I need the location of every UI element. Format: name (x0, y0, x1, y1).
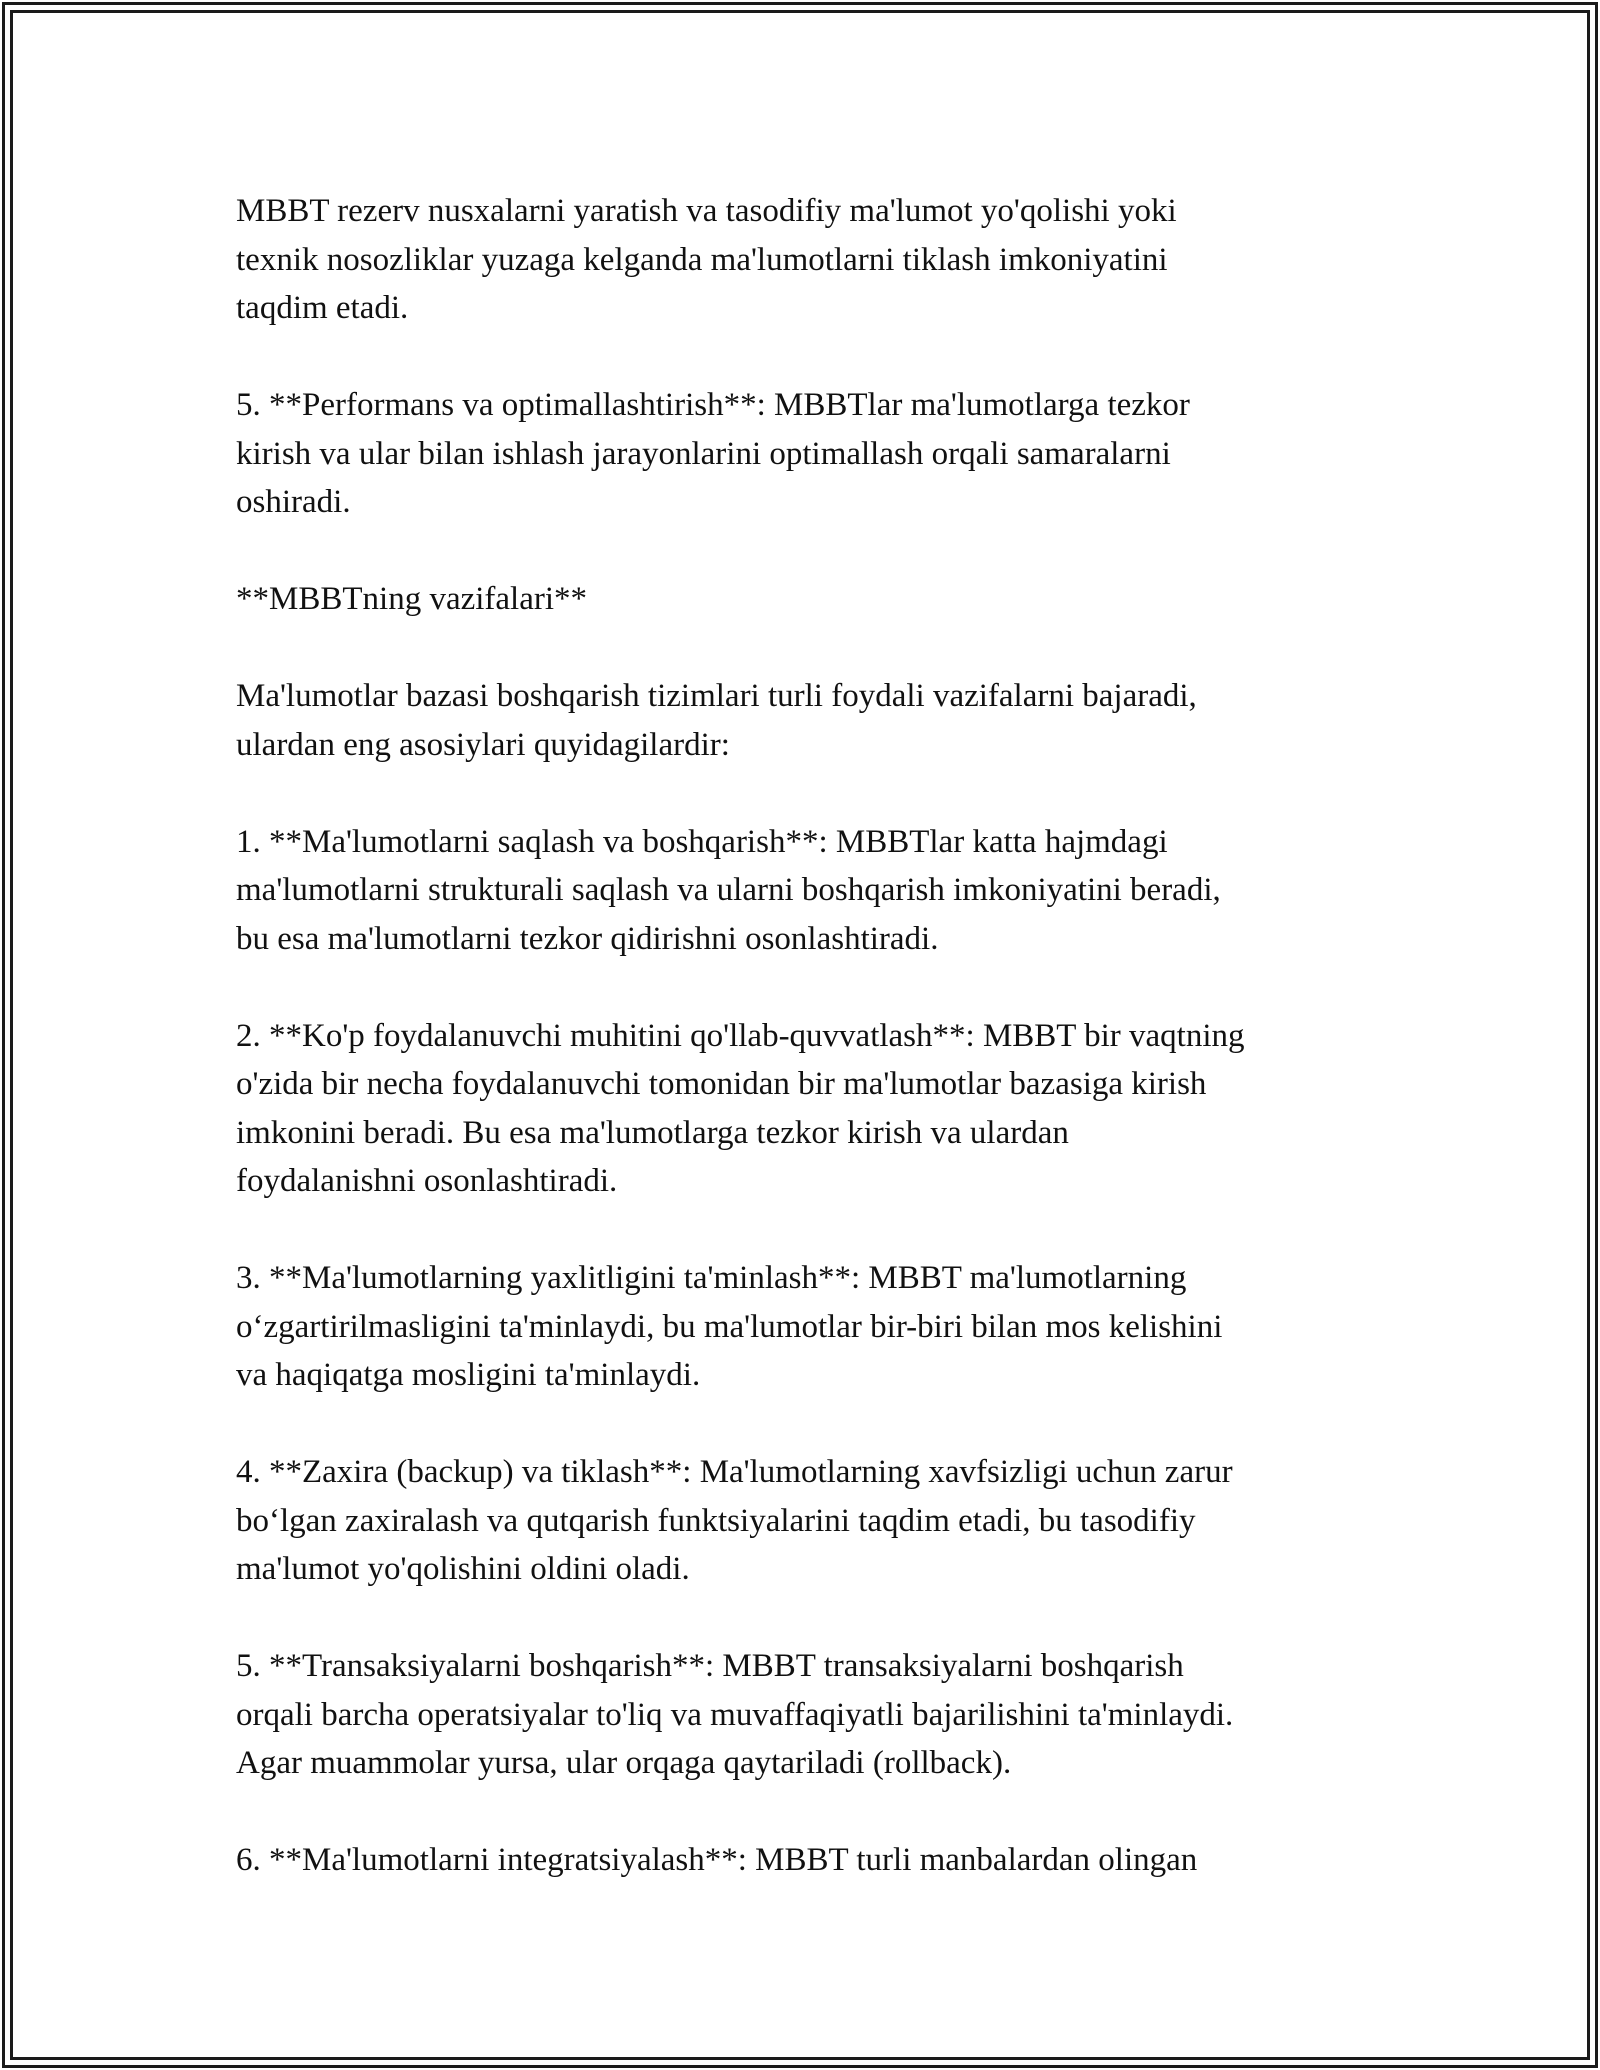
paragraph-backup-intro: MBBT rezerv nusxalarni yaratish va tasodifiy ma'lumot yo'qolishi yoki texnik nosozliklar yuzaga kelganda ma'lumotlarni tiklash imkoniyatini taqdim etadi. (236, 193, 1177, 326)
list-item-multiuser: 2. **Ko'p foydalanuvchi muhitini qo'llab-quvvatlash**: MBBT bir vaqtning o'zida bir necha foydalanuvchi tomonidan bir ma'lumotlar bazasiga kirish imkonini beradi. Bu esa ma'lumotlarga tezkor kirish va ulardan foydalanishni osonlashtiradi. (236, 1017, 1245, 1199)
list-item-integration: 6. **Ma'lumotlarni integratsiyalash**: MBBT turli manbalardan olingan (236, 1842, 1198, 1878)
document-body (236, 187, 1366, 1885)
paragraph-performance: 5. **Performans va optimallashtirish**: MBBTlar ma'lumotlarga tezkor kirish va ular bilan ishlash jarayonlarini optimallash orqali samaralarni oshiradi. (236, 387, 1190, 520)
list-item-integrity: 3. **Ma'lumotlarning yaxlitligini ta'minlash**: MBBT ma'lumotlarning oʻzgartirilmasligini ta'minlaydi, bu ma'lumotlar bir-biri bilan mos kelishini va haqiqatga mosligini ta'minlaydi. (236, 1260, 1223, 1393)
section-heading-tasks: **MBBTning vazifalari** (236, 581, 588, 617)
paragraph-tasks-intro: Ma'lumotlar bazasi boshqarish tizimlari turli foydali vazifalarni bajaradi, ulardan eng asosiylari quyidagilardir: (236, 678, 1197, 763)
list-item-storage: 1. **Ma'lumotlarni saqlash va boshqarish**: MBBTlar katta hajmdagi ma'lumotlarni strukturali saqlash va ularni boshqarish imkoniyatini beradi, bu esa ma'lumotlarni tezkor qidirishni osonlashtiradi. (236, 823, 1221, 957)
list-item-backup: 4. **Zaxira (backup) va tiklash**: Ma'lumotlarning xavfsizligi uchun zarur boʻlgan zaxiralash va qutqarish funktsiyalarini taqdim etadi, bu tasodifiy ma'lumot yo'qolishini oldini oladi. (236, 1454, 1233, 1587)
list-item-transactions: 5. **Transaksiyalarni boshqarish**: MBBT transaksiyalarni boshqarish orqali barcha operatsiyalar to'liq va muvaffaqiyatli bajarilishini ta'minlaydi. Agar muammolar yursa, ular orqaga qaytariladi (rollback). (236, 1648, 1234, 1781)
